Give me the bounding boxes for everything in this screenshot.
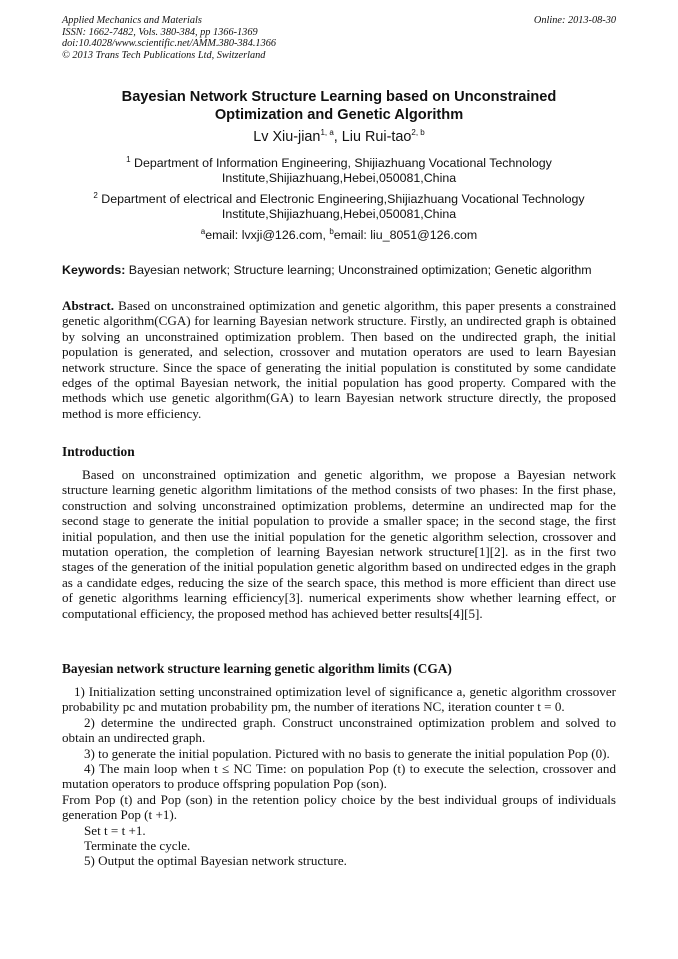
intro-heading: Introduction	[62, 444, 135, 459]
author-2: Liu Rui-tao	[341, 129, 412, 145]
cga-heading: Bayesian network structure learning genetic algorithm limits (CGA)	[62, 661, 452, 676]
step-1: 1) Initialization setting unconstrained optimization level of significance a, genetic algorithm crossover probability pc and mutation probability pm, the number of iterations NC, iteration counter t = 0.	[62, 684, 616, 715]
step-3: 3) to generate the initial population. Pictured with no basis to generate the initial population Pop (0).	[84, 745, 610, 761]
affiliation-2: $^2$ Department of electrical and Electronic Engineering,Shijiazhuang Vocational Technology Institute,Shijiazhuang,Hebei,050081,China	[93, 190, 585, 221]
journal-name: Applied Mechanics and Materials	[62, 15, 202, 26]
emails: $^a$email: lvxji@126.com, $^b$email: liu_8051@126.com	[200, 226, 478, 242]
step-5: 5) Output the optimal Bayesian network structure.	[84, 853, 347, 869]
step-2: 2) determine the undirected graph. Construct unconstrained optimization problem and solved to obtain an undirected graph.	[62, 714, 616, 746]
algorithm-steps	[62, 684, 616, 869]
step-4-set: Set t = t +1.	[84, 822, 146, 838]
keywords: Keywords: Bayesian network; Structure learning; Unconstrained optimization; Genetic algorithm	[62, 263, 592, 277]
doi: doi:10.4028/www.scientific.net/AMM.380-384.1366	[62, 38, 277, 50]
abstract: Abstract. Based on unconstrained optimization and genetic algorithm, this paper presents a constrained genetic algorithm(CGA) for learning Bayesian network structure. Firstly, an undirected graph is obtained by solving an unconstrained optimization problem. Then based on the undirected graph, the initial population is generated, and selection, crossover and mutation operators are used to learn Bayesian network structure. Since the space of generating the initial population is constituted by some candidate edges of the optimal Bayesian network, the initial population has good property. Compared with the methods which use genetic algorithm(GA) to learn Bayesian network structure directly, the proposed method is more efficiency.	[62, 298, 616, 421]
journal-header	[62, 15, 616, 61]
step-4-cont: From Pop (t) and Pop (son) in the retention policy choice by the best individual groups of individuals generation Pop (t +1).	[62, 791, 616, 823]
issn: ISSN: 1662-7482, Vols. 380-384, pp 1366-1369	[62, 26, 258, 38]
online-date: Online: 2013-08-30	[533, 15, 616, 26]
intro-paragraph: Based on unconstrained optimization and genetic algorithm, we propose a Bayesian network structure learning genetic algorithm limitations of the method consists of two phases: In the first phase, construction and solving unconstrained optimization problems, determine an undirected map for the second stage to generate the initial population to provide a smaller space; in the second stage, the first initial population, and then use the initial population for the genetic algorithm selection, crossover and mutation operation, the completion of learning Bayesian network structure[1][2]. as in the first two stages of the generation of the initial population genetic algorithm based on undirected edges in the graph as a candidate edges, reducing the size of the search space, this method is more efficient than direct use of genetic algorithms learning efficiency[3]. numerical experiments show whether learning effect, or computational efficiency, the proposed method has achieved better results[4][5].	[62, 467, 616, 621]
paper-title: Bayesian Network Structure Learning based on Unconstrained Optimization and Genetic Algorithm	[121, 89, 557, 123]
step-4: 4) The main loop when t ≤ NC Time: on population Pop (t) to execute the selection, crossover and mutation operators to produce offspring population Pop (son).	[62, 761, 616, 792]
step-4-terminate: Terminate the cycle.	[84, 838, 191, 854]
affiliation-1: $^1$ Department of Information Engineering, Shijiazhuang Vocational Technology Institute,Shijiazhuang,Hebei,050081,China	[126, 154, 552, 185]
abstract-label: Abstract.	[62, 298, 114, 313]
authors: Lv Xiu-jian$^{1, a}$, Liu Rui-tao$^{2, b}$	[253, 128, 425, 145]
keywords-label: Keywords:	[62, 263, 126, 277]
author-1: Lv Xiu-jian	[253, 129, 321, 145]
copyright: © 2013 Trans Tech Publications Ltd, Switzerland	[62, 49, 266, 61]
